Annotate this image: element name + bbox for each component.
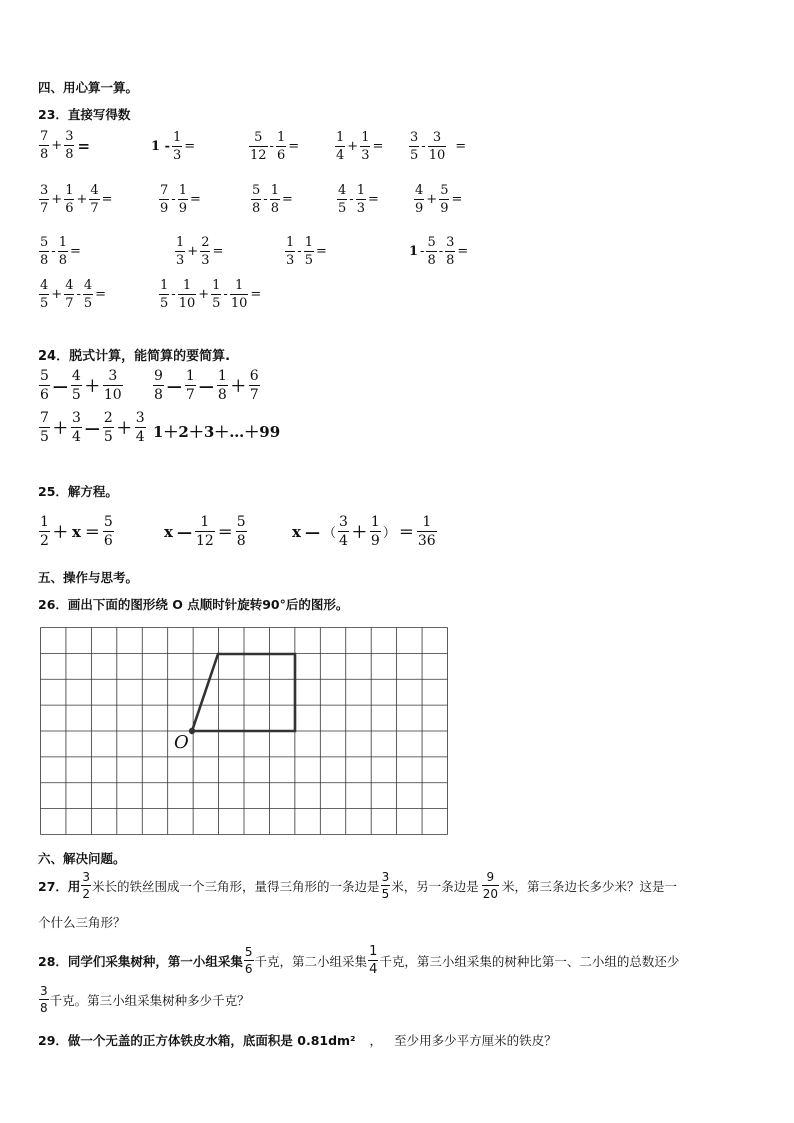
q23-expr-4: $\frac{1}{4}$ + $\frac{1}{3}$ =: [336, 130, 384, 163]
q24-expr-3: $\frac{7}{5}$ ＋ $\frac{3}{4}$ — $\frac{2}{5}$ ＋ $\frac{3}{4}$: [40, 410, 145, 445]
q23-expr-13: $\frac{1}{3}$ - $\frac{1}{5}$ =: [286, 235, 327, 268]
question-28-line-2: $\frac{3}{8}$ 千克。第三小组采集树种多少千克？: [40, 984, 250, 1015]
q24-expr-1: $\frac{5}{6}$ — $\frac{4}{5}$ ＋ $\frac{3}{10}$: [40, 368, 122, 403]
section-4-title: 四、用心算一算。: [38, 80, 139, 95]
question-26-title: 26．画出下面的图形绕 O 点顺时针旋转90°后的图形。: [38, 597, 349, 612]
section-6-title: 六、解决问题。: [38, 851, 126, 866]
q23-expr-11: $\frac{5}{8}$ - $\frac{1}{8}$ =: [40, 235, 81, 268]
question-25-title: 25．解方程。: [38, 484, 118, 499]
question-27-line-2: 个什么三角形？: [38, 915, 126, 930]
q25-equation-2: x — $\frac{1}{12}$ ＝ $\frac{5}{8}$: [164, 514, 246, 549]
rotation-grid: [40, 627, 448, 835]
q23-expr-3: $\frac{5}{12}$ - $\frac{1}{6}$ =: [250, 130, 300, 163]
section-5-title: 五、操作与思考。: [38, 570, 139, 585]
q23-expr-9: $\frac{4}{5}$ - $\frac{1}{3}$ =: [338, 183, 379, 216]
question-24-title: 24．脱式计算，能简算的要简算.: [38, 349, 231, 364]
q23-expr-14: 1 - $\frac{5}{8}$ - $\frac{3}{8}$ =: [409, 235, 469, 268]
q23-expr-12: $\frac{1}{3}$ + $\frac{2}{3}$ =: [176, 235, 224, 268]
question-29: 29．做一个无盖的正方体铁皮水箱，底面积是 0.81dm² ， 至少用多少平方厘米的铁皮？: [38, 1033, 557, 1048]
question-23-title: 23．直接写得数: [38, 107, 131, 122]
question-28-line-1: 28．同学们采集树种，第一小组采集 $\frac{5}{6}$ 千克，第二小组采集 $\frac{1}{4}$ 千克，第三小组采集的树种比第一、二小组的总数还少: [38, 944, 680, 977]
point-o-label: O: [174, 732, 189, 753]
q25-equation-3: x — （ $\frac{3}{4}$ ＋ $\frac{1}{9}$ ） ＝ $\frac{1}{36}$: [292, 514, 436, 549]
q23-expr-6: $\frac{3}{7}$ + $\frac{1}{6}$ + $\frac{4}{7}$ =: [40, 183, 113, 216]
q23-expr-10: $\frac{4}{9}$ + $\frac{5}{9}$ =: [415, 183, 463, 216]
question-27-line-1: 27．用 $\frac{3}{2}$ 米长的铁丝围成一个三角形，量得三角形的一条边是 $\frac{3}{5}$ 米，另一条边是 $\frac{9}{20}$ 米，第三条边长多少米？这是一: [38, 870, 678, 901]
q23-expr-8: $\frac{5}{8}$ - $\frac{1}{8}$ =: [252, 183, 293, 216]
q23-expr-1: $\frac{7}{8}$ + $\frac{3}{8}$ =: [40, 129, 91, 162]
q24-expr-2: $\frac{9}{8}$ — $\frac{1}{7}$ — $\frac{1}{8}$ ＋ $\frac{6}{7}$: [154, 368, 259, 403]
q23-expr-16: $\frac{1}{5}$ - $\frac{1}{10}$ + $\frac{1}{5}$ - $\frac{1}{10}$ =: [160, 278, 262, 311]
q25-equation-1: $\frac{1}{2}$ ＋ x ＝ $\frac{5}{6}$: [40, 514, 113, 549]
q23-expr-2: 1 - $\frac{1}{3}$ =: [151, 130, 196, 163]
q23-expr-7: $\frac{7}{9}$ - $\frac{1}{9}$ =: [160, 183, 201, 216]
q23-expr-5: $\frac{3}{5}$ - $\frac{3}{10}$ =: [410, 130, 467, 163]
q23-expr-15: $\frac{4}{5}$ + $\frac{4}{7}$ - $\frac{4}{5}$ =: [40, 278, 107, 311]
q24-sum-expression: 1＋2＋3＋…＋99: [153, 423, 281, 441]
trapezoid-shape: [192, 654, 295, 731]
point-o-dot: [189, 728, 195, 734]
